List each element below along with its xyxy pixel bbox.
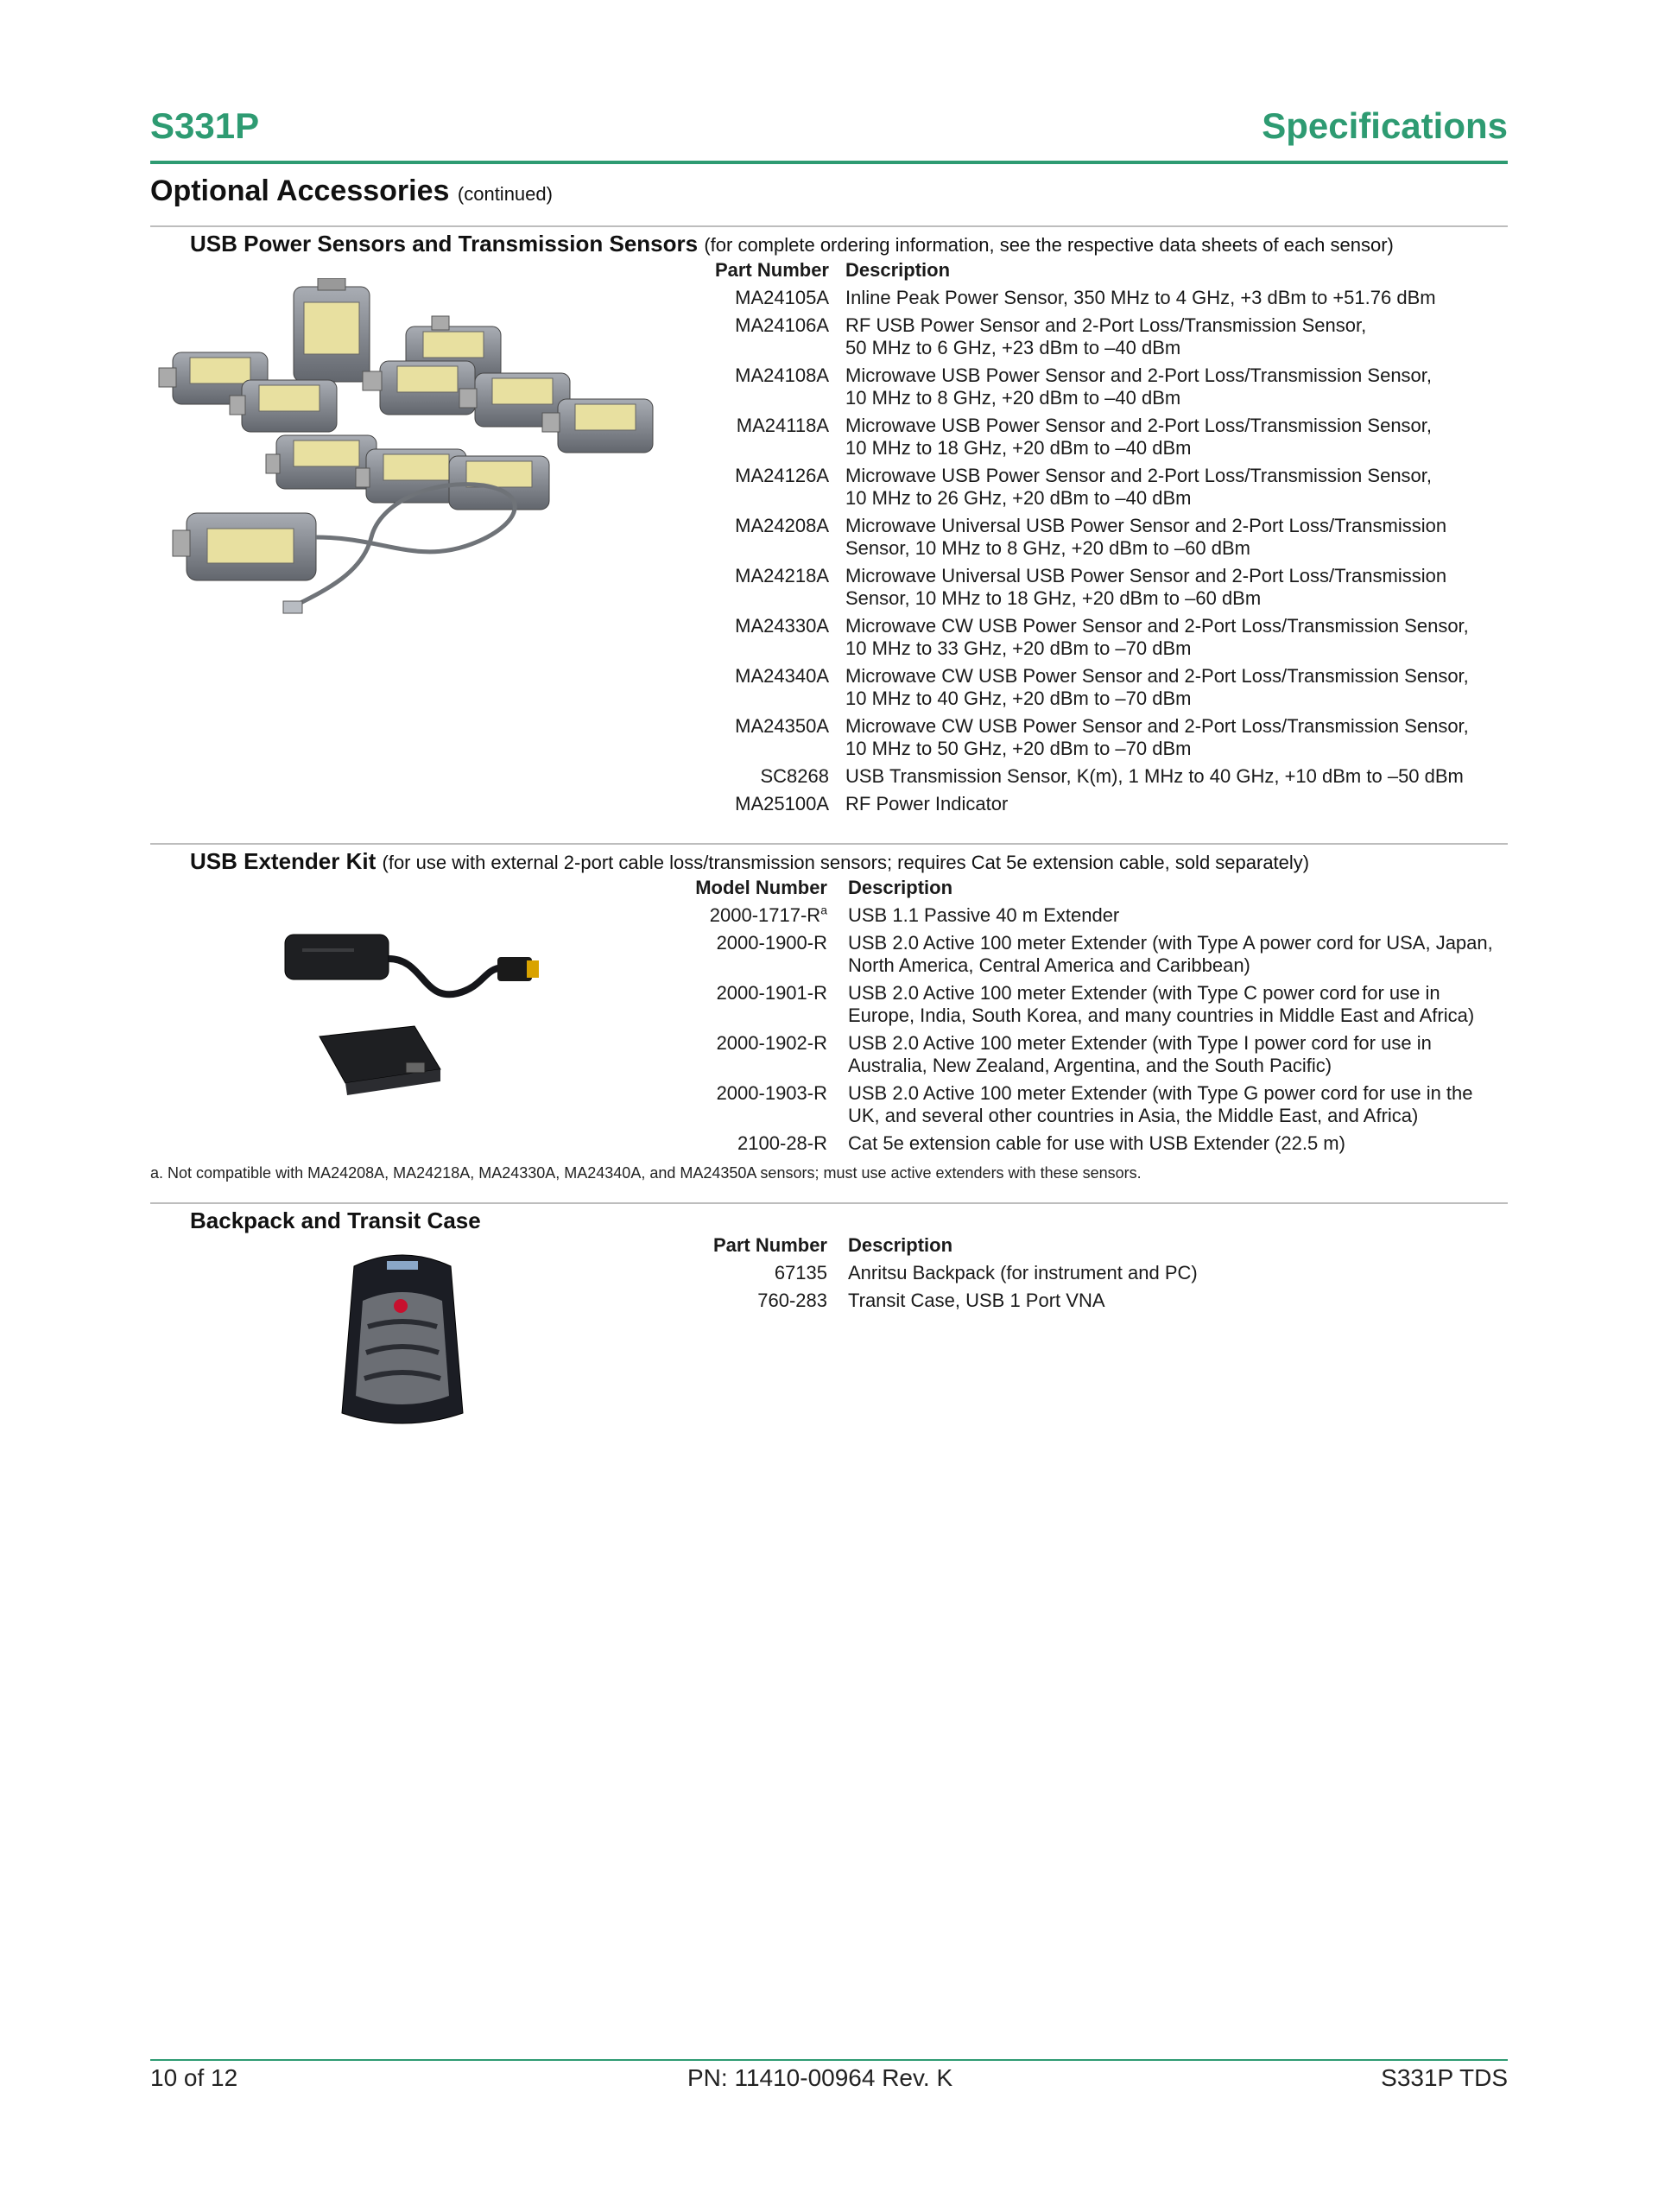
- power-sensors-image: [155, 278, 674, 615]
- part-number-cell: 2000-1903-R: [716, 1082, 827, 1104]
- description-cell: USB 2.0 Active 100 meter Extender (with Type C power cord for use in: [848, 982, 1440, 1004]
- description-cell: Microwave USB Power Sensor and 2-Port Loss/Transmission Sensor,: [845, 415, 1433, 436]
- description-cell: Microwave Universal USB Power Sensor and 2-Port Loss/Transmission: [845, 515, 1447, 536]
- column-header-part: Model Number: [695, 877, 827, 898]
- footnote-marker: a: [820, 903, 827, 917]
- backpack-title: Backpack and Transit Case: [190, 1207, 481, 1233]
- description-cell-continued: 10 MHz to 26 GHz, +20 dBm to –40 dBm: [845, 487, 1192, 509]
- section-divider: [150, 225, 1508, 227]
- page-header: [150, 104, 1508, 164]
- part-number-cell: MA24330A: [735, 615, 829, 637]
- description-cell-continued: 10 MHz to 18 GHz, +20 dBm to –40 dBm: [845, 437, 1192, 459]
- description-cell: Microwave CW USB Power Sensor and 2-Port Loss/Transmission Sensor,: [845, 615, 1469, 637]
- sensors-section-title: [190, 231, 1394, 257]
- description-cell-continued: UK, and several other countries in Asia, the Middle East, and Africa): [848, 1105, 1419, 1126]
- description-cell-continued: Sensor, 10 MHz to 18 GHz, +20 dBm to –60 dBm: [845, 587, 1262, 609]
- section-title: Specifications: [1262, 105, 1508, 146]
- part-number-cell: MA24218A: [735, 565, 829, 586]
- extender-section-title: [190, 848, 1309, 875]
- extender-title: USB Extender Kit: [190, 848, 377, 874]
- part-number-cell: SC8268: [760, 765, 829, 787]
- column-header-description: Description: [848, 1234, 953, 1256]
- part-number-cell: MA24106A: [735, 314, 829, 336]
- description-cell: USB 2.0 Active 100 meter Extender (with Type G power cord for use in the: [848, 1082, 1473, 1104]
- column-header-part: Part Number: [714, 259, 829, 281]
- part-number-cell: 2000-1901-R: [716, 982, 827, 1004]
- description-cell: Inline Peak Power Sensor, 350 MHz to 4 GHz, +3 dBm to +51.76 dBm: [845, 287, 1436, 308]
- description-cell: USB 2.0 Active 100 meter Extender (with Type I power cord for use in: [848, 1032, 1432, 1054]
- document-title: S331P: [150, 105, 260, 146]
- heading-suffix: (continued): [457, 183, 553, 205]
- part-number-cell: 2000-1902-R: [716, 1032, 827, 1054]
- part-number-cell: MA25100A: [735, 793, 829, 814]
- extender-footnote: a. Not compatible with MA24208A, MA24218A, MA24330A, MA24340A, and MA24350A sensors; must use active extenders with these sensors.: [150, 1164, 1142, 1182]
- description-cell: Microwave USB Power Sensor and 2-Port Loss/Transmission Sensor,: [845, 465, 1433, 486]
- section-divider: [150, 843, 1508, 845]
- description-cell: USB Transmission Sensor, K(m), 1 MHz to 40 GHz, +10 dBm to –50 dBm: [845, 765, 1464, 787]
- part-number-cell: 2100-28-R: [737, 1132, 827, 1154]
- part-number-cell: MA24108A: [735, 364, 829, 386]
- part-number-cell: 2000-1900-R: [716, 932, 827, 954]
- page-heading: [150, 174, 553, 208]
- description-cell: RF Power Indicator: [845, 793, 1009, 814]
- footer-part-number: PN: 11410-00964 Rev. K: [687, 2064, 953, 2091]
- usb-extender-image: [276, 924, 544, 1123]
- column-header-part: Part Number: [712, 1234, 827, 1256]
- heading-title: Optional Accessories: [150, 174, 450, 207]
- description-cell: Microwave CW USB Power Sensor and 2-Port Loss/Transmission Sensor,: [845, 665, 1469, 687]
- part-number-cell: MA24340A: [735, 665, 829, 687]
- part-number-cell: MA24126A: [735, 465, 829, 486]
- description-cell-continued: North America, Central America and Caribbean): [848, 954, 1250, 976]
- description-cell-continued: 10 MHz to 50 GHz, +20 dBm to –70 dBm: [845, 738, 1192, 759]
- part-number-cell: MA24118A: [736, 415, 829, 436]
- description-cell-continued: 50 MHz to 6 GHz, +23 dBm to –40 dBm: [845, 337, 1181, 358]
- sensors-title: USB Power Sensors and Transmission Sensors: [190, 231, 699, 257]
- backpack-section-title: [190, 1207, 481, 1234]
- footer-document: S331P TDS: [1381, 2064, 1508, 2091]
- description-cell: USB 1.1 Passive 40 m Extender: [848, 904, 1120, 926]
- part-number-cell: MA24208A: [735, 515, 829, 536]
- description-cell: Microwave Universal USB Power Sensor and 2-Port Loss/Transmission: [845, 565, 1447, 586]
- part-number-cell: 760-283: [757, 1290, 827, 1311]
- extender-note: (for use with external 2-port cable loss/transmission sensors; requires Cat 5e extension cable, sold separately): [382, 852, 1310, 873]
- description-cell-continued: 10 MHz to 33 GHz, +20 dBm to –70 dBm: [845, 637, 1192, 659]
- description-cell: Cat 5e extension cable for use with USB Extender (22.5 m): [848, 1132, 1345, 1154]
- description-cell: Anritsu Backpack (for instrument and PC): [848, 1262, 1198, 1283]
- description-cell-continued: 10 MHz to 8 GHz, +20 dBm to –40 dBm: [845, 387, 1181, 409]
- footer-page: 10 of 12: [150, 2064, 238, 2091]
- section-divider: [150, 1202, 1508, 1204]
- backpack-image: [333, 1249, 471, 1430]
- description-cell-continued: Sensor, 10 MHz to 8 GHz, +20 dBm to –60 dBm: [845, 537, 1250, 559]
- description-cell-continued: Australia, New Zealand, Argentina, and the South Pacific): [848, 1055, 1332, 1076]
- description-cell-continued: 10 MHz to 40 GHz, +20 dBm to –70 dBm: [845, 688, 1192, 709]
- description-cell-continued: Europe, India, South Korea, and many countries in Middle East and Africa): [848, 1005, 1475, 1026]
- part-number-cell: 67135: [774, 1262, 827, 1283]
- column-header-description: Description: [845, 259, 951, 281]
- column-header-description: Description: [848, 877, 953, 898]
- description-cell: Microwave CW USB Power Sensor and 2-Port Loss/Transmission Sensor,: [845, 715, 1469, 737]
- description-cell: USB 2.0 Active 100 meter Extender (with Type A power cord for USA, Japan,: [848, 932, 1493, 954]
- part-number-cell: MA24350A: [735, 715, 829, 737]
- description-cell: Transit Case, USB 1 Port VNA: [848, 1290, 1105, 1311]
- part-number-cell: MA24105A: [735, 287, 829, 308]
- description-cell: RF USB Power Sensor and 2-Port Loss/Transmission Sensor,: [845, 314, 1367, 336]
- description-cell: Microwave USB Power Sensor and 2-Port Loss/Transmission Sensor,: [845, 364, 1433, 386]
- footer-divider: [150, 2059, 1508, 2061]
- part-number-cell: $2000-1717-R^a$: [709, 903, 827, 926]
- sensors-note: (for complete ordering information, see the respective data sheets of each sensor): [704, 234, 1394, 256]
